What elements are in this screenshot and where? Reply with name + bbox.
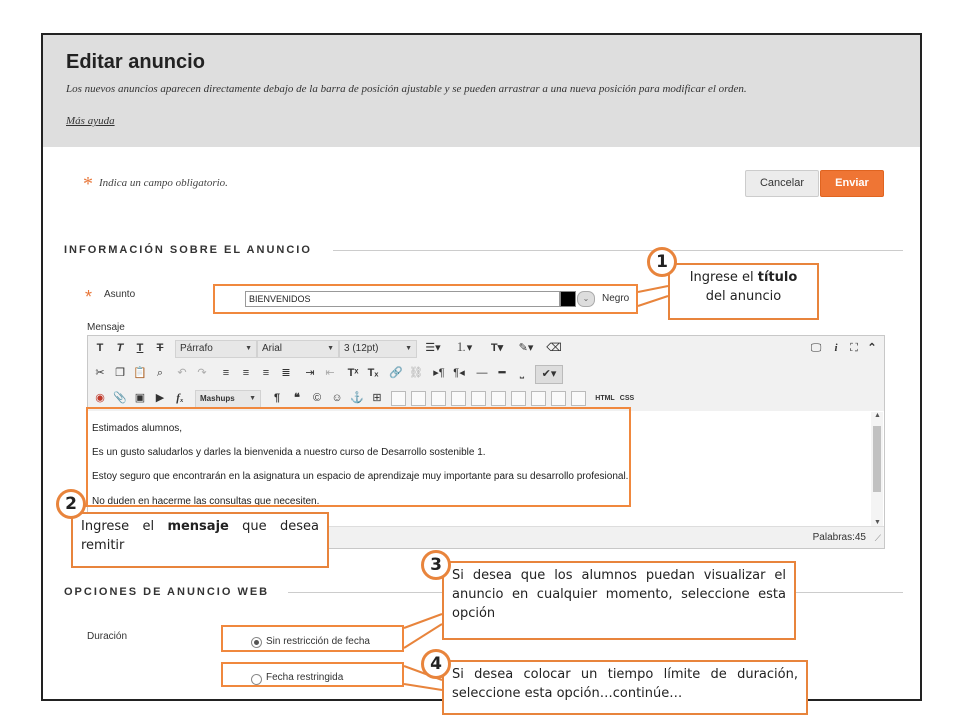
callout-1-text: Ingrese el <box>689 270 758 285</box>
info-icon[interactable]: i <box>834 342 838 354</box>
copyright-icon[interactable]: © <box>312 392 322 404</box>
font-select-value: Arial <box>262 343 283 354</box>
callout-2-text-2: que desea remitir <box>81 519 319 553</box>
mashups-label: Mashups <box>200 394 235 403</box>
table-icon[interactable]: ⊞ <box>372 392 382 404</box>
quote-icon[interactable]: ❝ <box>294 392 300 404</box>
preview-icon[interactable]: 🖵 <box>810 342 822 354</box>
duration-label: Duración <box>87 631 128 642</box>
unlink-icon[interactable]: ⛓ <box>409 367 423 379</box>
justify-icon[interactable]: ≣ <box>281 367 291 379</box>
html-button[interactable]: HTML <box>595 395 615 402</box>
paste-icon[interactable]: 📋 <box>133 367 147 379</box>
message-line: No duden en hacerme las consultas que necesiten. <box>92 496 320 507</box>
section-title-info: INFORMACIÓN SOBRE EL ANUNCIO <box>64 244 312 256</box>
page-title: Editar anuncio <box>66 51 205 73</box>
numbered-list-icon[interactable]: ⒈▾ <box>455 342 473 354</box>
bold-icon[interactable]: T <box>96 342 104 354</box>
redo-icon[interactable]: ↷ <box>197 367 207 379</box>
italic-icon[interactable]: T <box>116 342 124 354</box>
connector-3b <box>404 624 442 648</box>
connector-1b <box>638 296 668 306</box>
step-badge-3: 3 <box>421 550 451 580</box>
callout-1-text-2: del anuncio <box>705 288 782 304</box>
emoticon-icon[interactable]: ☺ <box>331 392 343 404</box>
indent-icon[interactable]: ⇥ <box>305 367 315 379</box>
superscript-icon[interactable]: Tˣ <box>347 367 359 379</box>
callout-4: Si desea colocar un tiempo límite de duración, seleccione esta opción…continúe… <box>442 660 808 715</box>
collapse-toolbar-icon[interactable]: ⌃ <box>867 342 877 354</box>
callout-1 <box>668 263 819 320</box>
radio-restricted-label: Fecha restringida <box>266 672 344 683</box>
message-line: Es un gusto saludarlos y darles la bienvenida a nuestro curso de Desarrollo sostenible 1. <box>92 447 486 458</box>
thick-rule-icon[interactable]: ━ <box>498 367 506 379</box>
section-title-web: OPCIONES DE ANUNCIO WEB <box>64 586 270 598</box>
submit-button[interactable]: Enviar <box>820 170 884 197</box>
align-right-icon[interactable]: ≡ <box>262 367 270 379</box>
image-icon[interactable]: ▣ <box>134 392 146 404</box>
message-label: Mensaje <box>87 322 125 333</box>
nonbreaking-space-icon[interactable]: ⎵ <box>519 367 525 379</box>
align-left-icon[interactable]: ≡ <box>222 367 230 379</box>
dropdown-arrow-icon: ▼ <box>245 345 252 352</box>
connector-1 <box>638 286 668 292</box>
step-badge-4: 4 <box>421 649 451 679</box>
subject-input[interactable]: BIENVENIDOS <box>245 291 560 307</box>
step-badge-1: 1 <box>647 247 677 277</box>
rtl-icon[interactable]: ¶◂ <box>453 367 465 379</box>
highlight-icon[interactable]: ✎▾ <box>518 342 534 354</box>
align-center-icon[interactable]: ≡ <box>242 367 250 379</box>
fullscreen-icon[interactable]: ⛶ <box>850 342 858 354</box>
math-icon[interactable]: fₓ <box>176 392 184 404</box>
help-link[interactable]: Más ayuda <box>66 115 115 127</box>
paragraph-mark-icon[interactable]: ¶ <box>273 392 281 404</box>
find-icon[interactable]: ⌕ <box>156 367 164 379</box>
color-name-label: Negro <box>602 293 630 304</box>
scroll-down-icon[interactable]: ▼ <box>874 519 881 526</box>
horizontal-rule-icon[interactable]: — <box>476 367 488 379</box>
subject-label: Asunto <box>104 289 136 300</box>
callout-3: Si desea que los alumnos puedan visualizar el anuncio en cualquier momento, seleccione esta opción <box>442 561 796 640</box>
bullet-list-icon[interactable]: ☰▾ <box>425 342 441 354</box>
required-note-text: Indica un campo obligatorio. <box>99 177 228 189</box>
underline-icon[interactable]: T <box>136 342 144 354</box>
undo-icon[interactable]: ↶ <box>177 367 187 379</box>
ltr-icon[interactable]: ▸¶ <box>433 367 445 379</box>
media-icon[interactable]: ▶ <box>155 392 165 404</box>
eraser-icon[interactable]: ⌫ <box>546 342 562 354</box>
anchor-icon[interactable]: ⚓ <box>350 392 364 404</box>
color-dropdown-icon[interactable]: ⌄ <box>577 291 595 307</box>
connector-4b <box>404 684 442 690</box>
message-line: Estimados alumnos, <box>92 423 183 434</box>
word-count: Palabras:45 <box>812 532 866 543</box>
connector-3 <box>404 614 442 628</box>
spellcheck-icon[interactable]: ✔▾ <box>535 365 563 384</box>
required-star-icon: * <box>85 287 93 307</box>
css-button[interactable]: CSS <box>619 395 635 402</box>
paragraph-select-value: Párrafo <box>180 343 213 354</box>
callout-2 <box>71 512 329 568</box>
text-color-icon[interactable]: T▾ <box>490 342 504 354</box>
cut-icon[interactable]: ✂ <box>95 367 105 379</box>
link-icon[interactable]: 🔗 <box>389 367 403 379</box>
callout-1-bold: título <box>757 270 798 285</box>
message-line: Estoy seguro que encontrarán en la asignatura un espacio de aprendizaje muy importante para su desarrollo profesional. <box>92 471 629 482</box>
page-description: Los nuevos anuncios aparecen directamente debajo de la barra de posición ajustable y se pueden arrastrar a una nueva posición para modificar el orden. <box>66 83 747 95</box>
dropdown-arrow-icon: ▼ <box>249 395 256 402</box>
attachment-icon[interactable]: 📎 <box>113 392 127 404</box>
font-size-select-value: 3 (12pt) <box>344 343 379 354</box>
radio-unrestricted-label: Sin restricción de fecha <box>266 636 370 647</box>
callout-2-bold: mensaje <box>167 519 229 534</box>
dropdown-arrow-icon: ▼ <box>327 345 334 352</box>
dropdown-arrow-icon: ▼ <box>405 345 412 352</box>
callout-2-text: Ingrese el <box>81 519 168 534</box>
required-star-icon: * <box>83 173 93 195</box>
step-badge-2: 2 <box>56 489 86 519</box>
outdent-icon[interactable]: ⇤ <box>325 367 335 379</box>
copy-icon[interactable]: ❐ <box>115 367 125 379</box>
resize-handle-icon[interactable]: ⟋ <box>874 533 881 543</box>
subscript-icon[interactable]: Tₓ <box>367 367 379 379</box>
scroll-up-icon[interactable]: ▲ <box>874 412 881 419</box>
record-icon[interactable]: ◉ <box>95 392 105 404</box>
cancel-button[interactable]: Cancelar <box>745 170 819 197</box>
strikethrough-icon[interactable]: T <box>156 342 164 354</box>
